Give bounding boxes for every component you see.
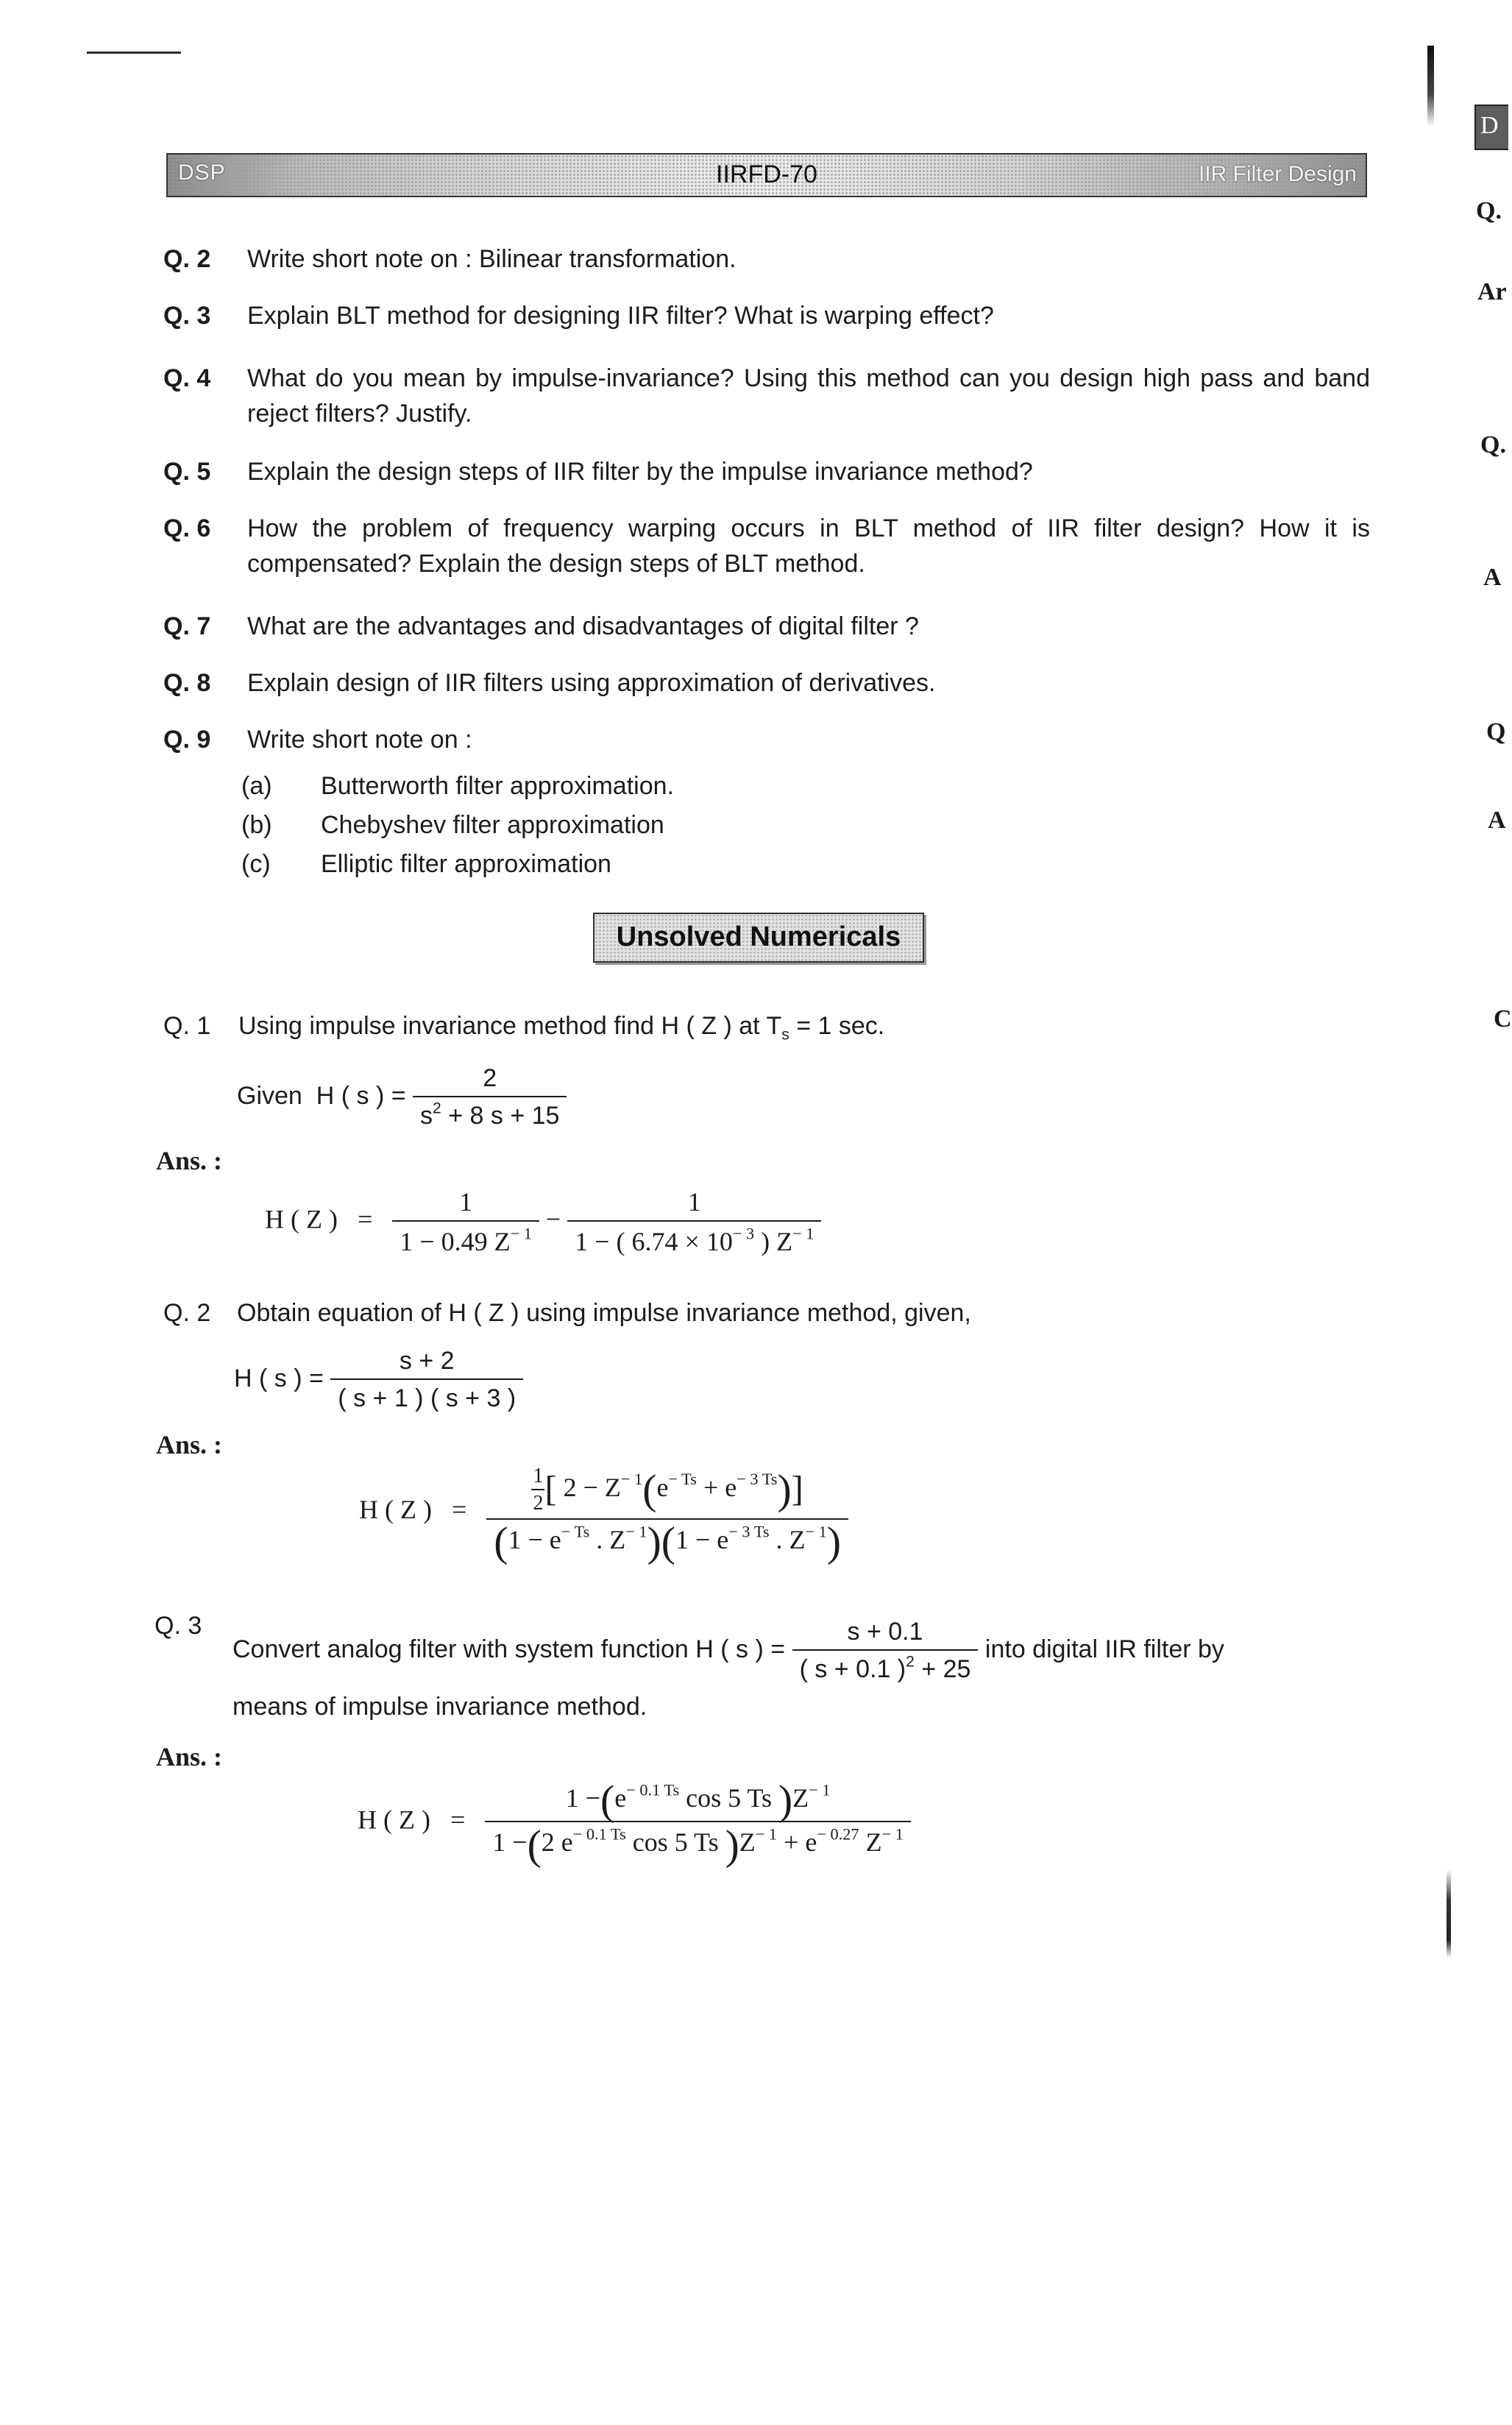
question-number: Q. 2 <box>163 1299 211 1327</box>
equation-lhs: H ( s ) = <box>316 1081 406 1110</box>
numerical-item <box>163 1295 1370 1331</box>
given-equation <box>237 1064 567 1130</box>
answer-label: Ans. : <box>156 1430 223 1459</box>
answer-equation <box>265 1186 821 1257</box>
equation-lhs: H ( Z ) <box>358 1805 430 1835</box>
equation-lhs: H ( Z ) <box>265 1204 338 1234</box>
question-text: Obtain equation of H ( Z ) using impulse invariance method, given, <box>237 1299 971 1327</box>
list-item <box>241 845 904 883</box>
running-header <box>166 153 1367 197</box>
denominator: ( s + 0.1 )$^2$ + 25 <box>792 1649 979 1684</box>
list-item <box>241 767 904 805</box>
adjacent-page-fragment: C <box>1494 1005 1512 1033</box>
denominator: 1 − 0.49 $Z^{- 1}$ <box>392 1220 539 1257</box>
numerator: s + 2 <box>399 1347 455 1375</box>
denominator: 1 − ( $6.74 \times 10^{- 3}$ ) $Z^{- 1}$ <box>567 1220 821 1257</box>
question-text: What do you mean by impulse-invariance? Using this method can you design high pass and band reject filters? Justify. <box>247 364 1370 428</box>
scan-artifact <box>1447 1869 1451 1958</box>
question-number: Q. 1 <box>163 1012 211 1040</box>
question-number: Q. 3 <box>155 1612 202 1640</box>
list-item <box>241 806 904 844</box>
minus-sign: − <box>545 1204 561 1234</box>
equation-lhs: H ( Z ) <box>359 1494 432 1524</box>
adjacent-page-fragment: Q. <box>1480 431 1506 459</box>
answer-label: Ans. : <box>156 1146 223 1175</box>
question-number: Q. 9 <box>163 726 211 754</box>
question-item <box>163 241 1370 277</box>
adjacent-page-fragment: A <box>1488 807 1506 834</box>
fraction <box>486 1465 848 1566</box>
list-item-text: Elliptic filter approximation <box>321 850 611 878</box>
question-text: = 1 sec. <box>789 1012 885 1040</box>
numerator: 1 <box>459 1187 473 1217</box>
fraction <box>330 1347 523 1413</box>
answer-equation <box>358 1777 911 1869</box>
adjacent-page-fragment: Q <box>1486 718 1506 746</box>
header-chapter: IIR Filter Design <box>1198 162 1357 186</box>
numerator: 1 <box>687 1187 701 1217</box>
equals-sign: = <box>357 1204 373 1234</box>
denominator: ( s + 1 ) ( s + 3 ) <box>330 1378 523 1413</box>
header-subject: DSP <box>178 160 226 185</box>
question-text: Write short note on : Bilinear transformation. <box>247 245 737 273</box>
stray-rule <box>87 52 181 54</box>
equals-sign: = <box>450 1805 466 1835</box>
answer-equation <box>359 1465 848 1566</box>
question-number: Q. 4 <box>163 364 211 392</box>
question-text: into digital IIR filter by <box>984 1635 1224 1663</box>
scan-artifact <box>1427 46 1434 127</box>
question-number: Q. 7 <box>163 612 211 640</box>
question-number: Q. 5 <box>163 458 211 486</box>
question-number: Q. 2 <box>163 245 211 273</box>
given-equation <box>234 1347 523 1413</box>
numerical-item <box>163 1008 1370 1044</box>
fraction <box>567 1186 821 1257</box>
header-page-code: IIRFD-70 <box>716 160 817 188</box>
subscript: s <box>781 1026 789 1044</box>
fraction <box>392 1186 539 1257</box>
question-text: Explain the design steps of IIR filter by the impulse invariance method? <box>247 458 1033 486</box>
denominator: 1 −(2 $e^{- 0.1 Ts}$ cos 5 Ts )$Z^{- 1} + e^{- 0.27}$ $Z^{- 1}$ <box>485 1821 911 1862</box>
question-item <box>163 722 1370 757</box>
denominator: ($1 - e^{- Ts}$ . $Z^{- 1})(1 - e^{- 3 Ts}$ . $Z^{- 1}$) <box>486 1518 848 1560</box>
question-text: Write short note on : <box>247 726 472 754</box>
question-text: Explain BLT method for designing IIR filter? What is warping effect? <box>247 302 994 330</box>
section-heading: Unsolved Numericals <box>616 921 901 952</box>
adjacent-page-tab: D <box>1474 105 1508 150</box>
question-item <box>163 361 1370 431</box>
list-item-label: (c) <box>241 850 271 878</box>
question-item <box>163 665 1370 701</box>
question-item <box>163 609 1370 644</box>
answer-label: Ans. : <box>156 1742 223 1771</box>
question-text-with-fraction <box>233 1618 1348 1684</box>
question-item <box>163 454 1370 489</box>
list-item-label: (b) <box>241 811 272 839</box>
question-number: Q. 6 <box>163 514 211 542</box>
question-text: means of impulse invariance method. <box>233 1693 647 1721</box>
numerator: 2 <box>483 1064 497 1092</box>
numerator: $\frac{1}{2}$ [ $2 - Z^{- 1}(e^{- Ts} + e^{- 3 Ts})$] <box>533 1465 803 1515</box>
question-item <box>163 511 1370 581</box>
equation-lhs: H ( s ) = <box>234 1364 324 1392</box>
question-text: Convert analog filter with system function H ( s ) = <box>233 1635 786 1663</box>
given-label: Given <box>237 1081 302 1110</box>
list-item-text: Butterworth filter approximation. <box>321 772 674 800</box>
denominator: $s^2 + 8$ s + 15 <box>413 1096 567 1130</box>
numerator: $1 -(e^{- 0.1 Ts}$ cos 5 Ts )$Z^{- 1}$ <box>565 1777 831 1824</box>
adjacent-page-fragment: Q. <box>1476 197 1502 224</box>
fraction <box>413 1064 567 1130</box>
list-item-text: Chebyshev filter approximation <box>321 811 664 839</box>
numerator: s + 0.1 <box>847 1618 923 1646</box>
question-text: Using impulse invariance method find H ( Z ) at T <box>238 1012 782 1040</box>
question-text: What are the advantages and disadvantages of digital filter ? <box>247 612 919 640</box>
adjacent-page-fragment: A <box>1483 564 1502 591</box>
fraction <box>485 1777 911 1869</box>
list-item-label: (a) <box>241 772 272 800</box>
section-heading-box <box>593 913 924 963</box>
question-text: How the problem of frequency warping occurs in BLT method of IIR filter design? How it is compensated? Explain the design steps of BLT method. <box>247 514 1370 578</box>
question-number: Q. 3 <box>163 302 211 330</box>
question-item <box>163 298 1370 333</box>
equals-sign: = <box>451 1494 467 1524</box>
adjacent-page-fragment: Ar <box>1477 278 1507 305</box>
question-text: Explain design of IIR filters using approximation of derivatives. <box>247 669 936 697</box>
question-number: Q. 8 <box>163 669 211 697</box>
fraction <box>792 1618 979 1684</box>
